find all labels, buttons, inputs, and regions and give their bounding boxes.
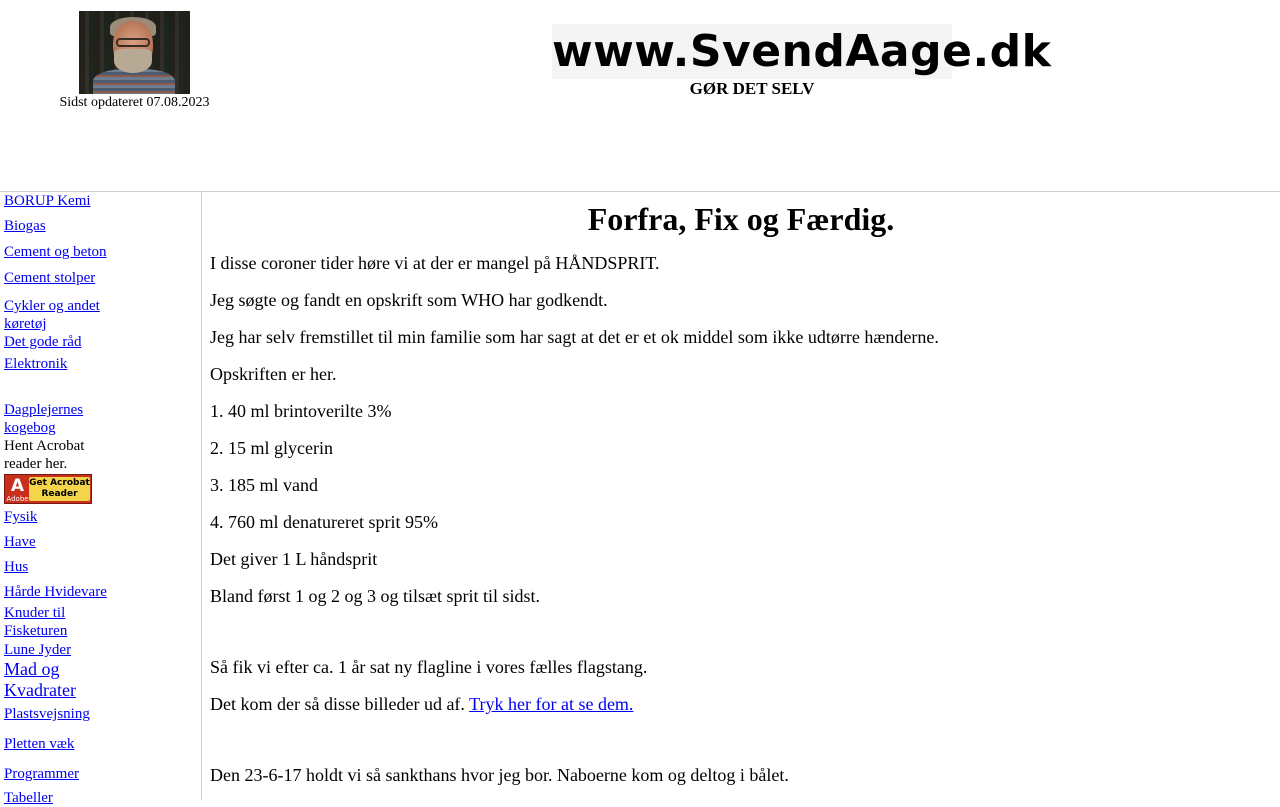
photos-intro-text: Det kom der så disse billeder ud af. [210,694,465,714]
adobe-logo-icon: A [10,476,25,496]
sidebar-item-biogas[interactable]: Biogas [4,218,46,234]
site-logo: www.SvendAage.dk [552,26,1052,77]
author-portrait [79,11,190,94]
acrobat-reader-note: Hent Acrobat reader her. [4,438,85,472]
paragraph-sankthans: Den 23-6-17 holdt vi så sankthans hvor jeg bor. Naboerne kom og deltog i bålet. [210,765,789,785]
page-header [0,0,1280,191]
page-title: Forfra, Fix og Færdig. [587,201,895,237]
site-tagline: GØR DET SELV [689,79,815,98]
photos-link[interactable]: Tryk her for at se dem. [469,694,634,714]
paragraph-mixing: Bland først 1 og 2 og 3 og tilsæt sprit til sidst. [210,586,541,606]
sidebar-item-mad-og-kvadrater[interactable]: Mad og Kvadrater [4,659,76,700]
sidebar-item-borup-kemi[interactable]: BORUP Kemi [4,193,91,209]
sidebar-item-cement-og-beton[interactable]: Cement og beton [4,244,107,260]
acrobat-badge-label: Get Acrobat Reader [29,478,90,499]
recipe-step-1: 1. 40 ml brintoverilte 3% [210,401,392,421]
sidebar-item-dagplejernes-kogebog[interactable]: Dagplejernes kogebog [4,402,84,436]
paragraph-corona: I disse coroner tider høre vi at der er mangel på HÅNDSPRIT. [210,253,660,273]
recipe-step-4: 4. 760 ml denatureret sprit 95% [210,512,438,532]
sidebar-item-have[interactable]: Have [4,534,36,550]
last-updated-text: Sidst opdateret 07.08.2023 [59,95,210,110]
sidebar-divider [201,192,202,800]
sidebar-item-pletten-vaek[interactable]: Pletten væk [4,736,75,752]
paragraph-flagline: Så fik vi efter ca. 1 år sat ny flagline i vores fælles flagstang. [210,657,648,677]
sidebar-item-cement-stolper[interactable]: Cement stolper [4,270,96,286]
sidebar-item-programmer[interactable]: Programmer [4,766,79,782]
paragraph-yield: Det giver 1 L håndsprit [210,549,378,569]
recipe-step-2: 2. 15 ml glycerin [210,438,333,458]
header-divider [0,191,1280,192]
sidebar-item-haarde-hvidevare[interactable]: Hårde Hvidevare [4,584,107,600]
sidebar-item-tabeller[interactable]: Tabeller [4,790,53,806]
adobe-brand-label: Adobe [6,495,29,503]
paragraph-family: Jeg har selv fremstillet til min familie som har sagt at det er et ok middel som ikke udtørre hænderne. [210,327,939,347]
paragraph-recipe-intro: Opskriften er her. [210,364,337,384]
paragraph-photos [210,693,633,715]
get-acrobat-reader-button[interactable] [4,474,92,504]
sidebar-item-hus[interactable]: Hus [4,559,29,575]
sidebar-item-fysik[interactable]: Fysik [4,509,38,525]
recipe-step-3: 3. 185 ml vand [210,475,318,495]
sidebar-item-elektronik[interactable]: Elektronik [4,356,68,372]
sidebar-item-knuder[interactable]: Knuder til Fisketuren [4,605,68,639]
sidebar-item-plastsvejsning[interactable]: Plastsvejsning [4,706,90,722]
sidebar-item-lune-jyder[interactable]: Lune Jyder [4,642,72,658]
sidebar-item-det-gode-raad[interactable]: Det gode råd [4,334,82,350]
sidebar-item-cykler[interactable]: Cykler og andet køretøj [4,298,100,332]
paragraph-who: Jeg søgte og fandt en opskrift som WHO har godkendt. [210,290,608,310]
